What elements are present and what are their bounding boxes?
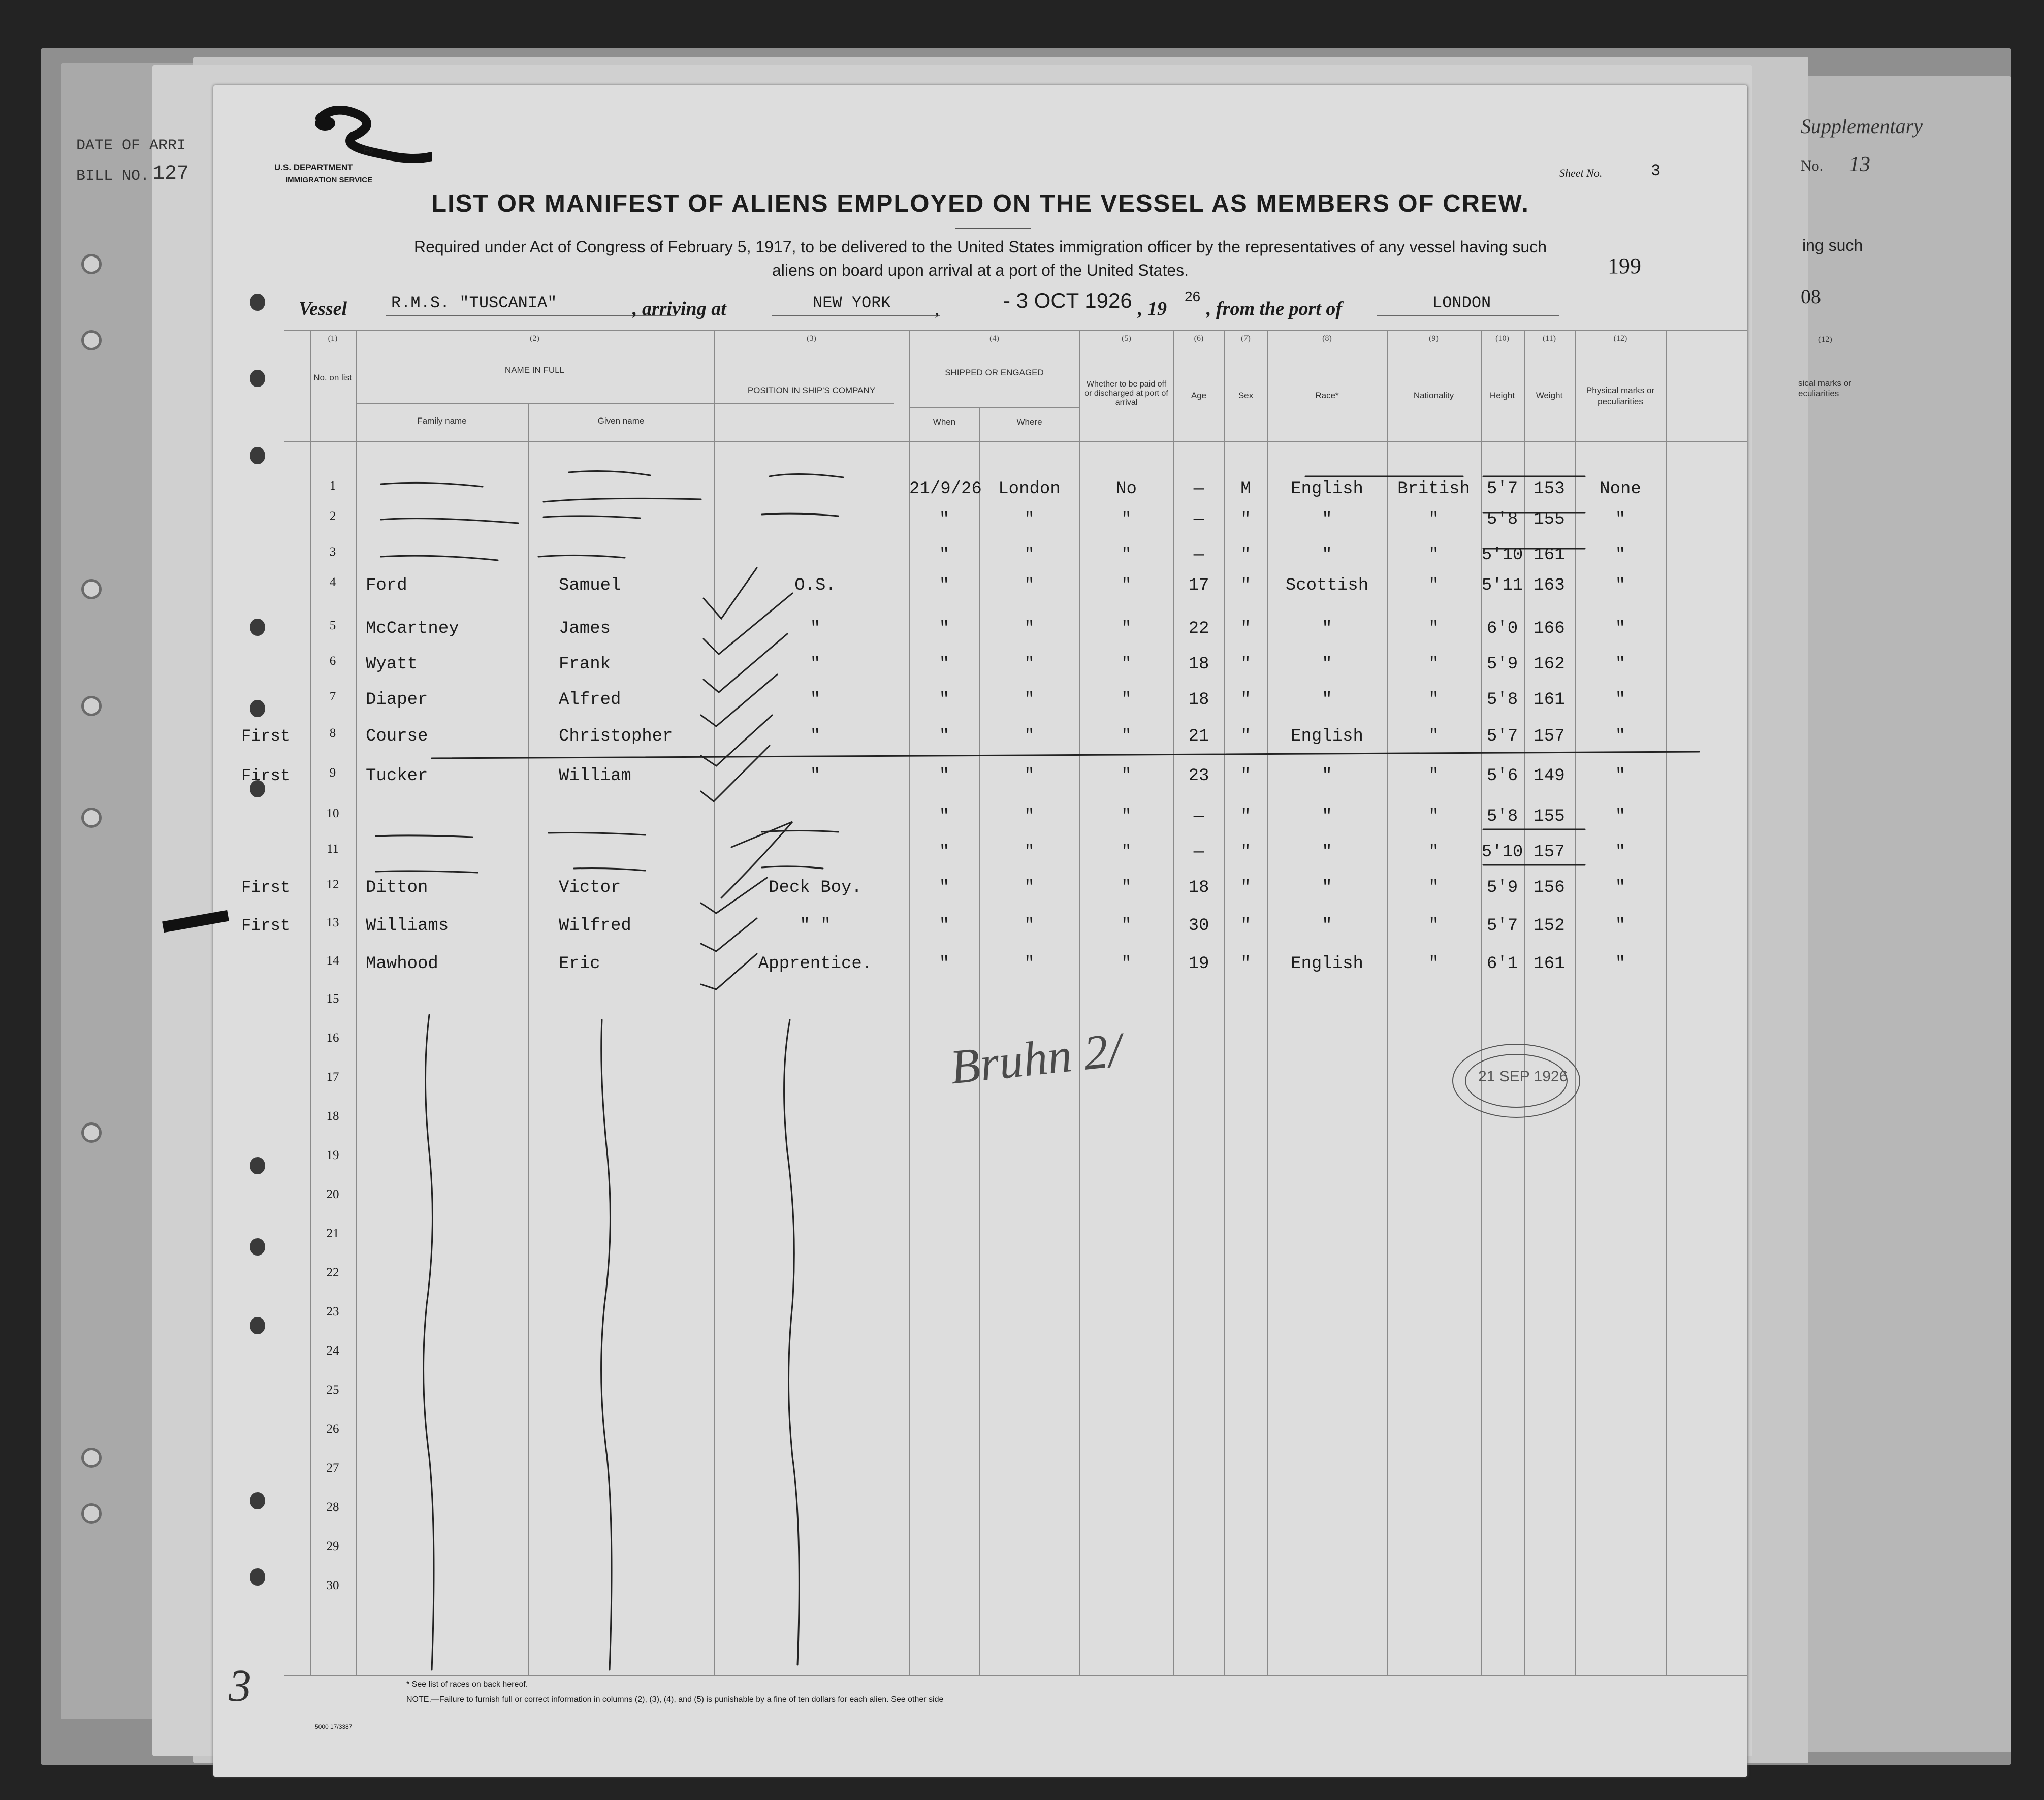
cell-where: " [1024, 843, 1035, 862]
col10-number: (10) [1495, 334, 1509, 343]
cell-where: " [1024, 655, 1035, 674]
cell-sex: " [1240, 954, 1251, 974]
cell-height: 5'10 [1481, 545, 1523, 565]
cell-height: 5'6 [1486, 766, 1518, 786]
cell-weight: 157 [1534, 727, 1565, 746]
cell-weight: 161 [1534, 954, 1565, 974]
col12-header: Physical marks or peculiarities [1586, 385, 1655, 406]
cell-given: James [559, 619, 611, 638]
col10-header: Height [1489, 391, 1515, 400]
col5-number: (5) [1122, 334, 1131, 343]
cell-given: Christopher [559, 727, 673, 746]
cell-nationality: " [1428, 545, 1439, 565]
from-label: , from the port of [1206, 298, 1343, 319]
cell-nationality: " [1428, 807, 1439, 826]
cell-race: English [1291, 954, 1363, 974]
cell-when: " [939, 619, 950, 638]
cell-marks: None [1600, 479, 1641, 499]
cell-where: " [1024, 545, 1035, 565]
row-number: 29 [326, 1539, 339, 1553]
col1-number: (1) [328, 334, 338, 343]
cell-sex: M [1240, 479, 1251, 499]
row-number: 21 [326, 1227, 339, 1240]
cell-height: 5'8 [1486, 690, 1518, 710]
col2a-header: Family name [417, 416, 467, 426]
arriving-label: , arriving at [632, 298, 726, 319]
agency-line1: U.S. DEPARTMENT [274, 163, 353, 172]
cell-height: 5'11 [1481, 576, 1523, 595]
cell-sex: " [1240, 766, 1251, 786]
cell-marks: " [1615, 916, 1626, 936]
cell-height: 5'9 [1486, 655, 1518, 674]
cell-when: " [939, 843, 950, 862]
cell-nationality: " [1428, 619, 1439, 638]
cell-nationality: " [1428, 690, 1439, 710]
cell-paid: " [1121, 510, 1132, 529]
cell-sex: " [1240, 916, 1251, 936]
punch-hole [81, 1122, 102, 1143]
cell-sex: " [1240, 545, 1251, 565]
cell-given: Victor [559, 878, 621, 897]
cell-sex: " [1240, 690, 1251, 710]
col4a-header: When [933, 417, 956, 427]
received-stamp: 21 SEP 1926 [1478, 1068, 1568, 1085]
row-number: 16 [326, 1031, 339, 1045]
cell-race: English [1291, 479, 1363, 499]
cell-when: " [939, 954, 950, 974]
back-bill-label: BILL NO. [76, 168, 150, 185]
col9-number: (9) [1429, 334, 1439, 343]
cell-marks: " [1615, 766, 1626, 786]
row-number: 27 [326, 1461, 339, 1475]
cell-no: 11 [326, 842, 339, 856]
cell-where: " [1024, 807, 1035, 826]
cell-where: " [1024, 619, 1035, 638]
cell-height: 6'1 [1486, 954, 1518, 974]
cell-race: " [1322, 878, 1332, 897]
cell-where: " [1024, 766, 1035, 786]
cell-race: " [1322, 916, 1332, 936]
cell-weight: 156 [1534, 878, 1565, 897]
back-no-value: 13 [1849, 153, 1870, 176]
cell-no: 1 [329, 479, 336, 493]
cell-nationality: British [1397, 479, 1470, 499]
cell-weight: 153 [1534, 479, 1565, 499]
punch-hole [81, 696, 102, 716]
cell-family: Williams [366, 916, 449, 936]
cell-weight: 149 [1534, 766, 1565, 786]
cell-paid: " [1121, 878, 1132, 897]
cell-marks: " [1615, 655, 1626, 674]
stamp-number: 199 [1608, 253, 1641, 278]
cell-given: Samuel [559, 576, 621, 595]
cell-when: " [939, 576, 950, 595]
col7-header: Sex [1238, 391, 1254, 400]
col7-number: (7) [1241, 334, 1251, 343]
row-number: 23 [326, 1305, 339, 1319]
col9-header: Nationality [1413, 391, 1454, 400]
cell-position: " [810, 766, 821, 786]
cell-paid: No [1116, 479, 1137, 499]
cell-where: London [998, 479, 1061, 499]
cell-no: 14 [326, 954, 339, 968]
row-number: 26 [326, 1422, 339, 1436]
cell-paid: " [1121, 655, 1132, 674]
cell-position: O.S. [794, 576, 836, 595]
cell-when: " [939, 655, 950, 674]
col6-number: (6) [1194, 334, 1204, 343]
row-number: 15 [326, 992, 339, 1006]
port-comma: , [935, 298, 940, 319]
col1-header: No. on list [313, 373, 352, 382]
cell-race: " [1322, 545, 1332, 565]
cell-sex: " [1240, 807, 1251, 826]
cell-age: 18 [1188, 878, 1209, 897]
cell-marks: " [1615, 619, 1626, 638]
cell-no: 7 [329, 690, 336, 703]
row-number: 22 [326, 1266, 339, 1279]
col4b-header: Where [1016, 417, 1042, 427]
cell-paid: " [1121, 843, 1132, 862]
col8-number: (8) [1322, 334, 1332, 343]
cell-nationality: " [1428, 954, 1439, 974]
cell-weight: 161 [1534, 690, 1565, 710]
vessel-name: R.M.S. "TUSCANIA" [391, 294, 557, 312]
cell-sex: " [1240, 576, 1251, 595]
arrival-date-stamp: - 3 OCT 1926 [1003, 288, 1132, 312]
cell-paid: " [1121, 766, 1132, 786]
cell-position: " [810, 690, 821, 710]
cell-paid: " [1121, 954, 1132, 974]
cell-age: — [1193, 545, 1204, 565]
cell-where: " [1024, 954, 1035, 974]
pen-marks [213, 85, 1747, 1777]
cell-weight: 157 [1534, 843, 1565, 862]
cell-weight: 152 [1534, 916, 1565, 936]
cell-weight: 155 [1534, 510, 1565, 529]
punch-hole [81, 254, 102, 274]
sheet-no-label: Sheet No. [1559, 167, 1603, 179]
row-number: 17 [326, 1070, 339, 1084]
col8-header: Race* [1315, 391, 1339, 400]
cell-given: Frank [559, 655, 611, 674]
row-number: 25 [326, 1383, 339, 1397]
fine-note: NOTE.—Failure to furnish full or correct information in columns (2), (3), (4), and (5) is punishable by a fine of ten dollars for each alien. See other side [406, 1695, 944, 1704]
cell-nationality: " [1428, 576, 1439, 595]
cell-race: Scottish [1285, 576, 1369, 595]
cell-age: — [1193, 807, 1204, 826]
cell-no: 8 [329, 726, 336, 740]
col3-number: (3) [807, 334, 816, 343]
back-no-label: No. [1801, 157, 1824, 174]
cell-height: 5'8 [1486, 807, 1518, 826]
cell-age: 17 [1188, 576, 1209, 595]
handwritten-signature: Bruhn 2/ [947, 1022, 1125, 1095]
cell-height: 5'7 [1486, 916, 1518, 936]
cell-where: " [1024, 727, 1035, 746]
footnote: * See list of races on back hereof. [406, 1680, 528, 1689]
cell-prefix: First [241, 878, 291, 897]
row-number: 30 [326, 1579, 339, 1592]
cell-when: " [939, 545, 950, 565]
cell-paid: " [1121, 619, 1132, 638]
arrival-port: NEW YORK [813, 294, 891, 312]
cell-marks: " [1615, 878, 1626, 897]
cell-paid: " [1121, 690, 1132, 710]
cell-prefix: First [241, 766, 291, 785]
cell-no: 10 [326, 807, 339, 820]
cell-no: 6 [329, 654, 336, 668]
col3-header: POSITION IN SHIP'S COMPANY [747, 385, 876, 395]
cell-height: 5'10 [1481, 843, 1523, 862]
row-number: 24 [326, 1344, 339, 1358]
subtitle-line1: Required under Act of Congress of February 5, 1917, to be delivered to the United States immigration officer by the representatives of any vessel having such [414, 238, 1547, 256]
cell-sex: " [1240, 878, 1251, 897]
col2b-header: Given name [597, 416, 645, 426]
cell-sex: " [1240, 510, 1251, 529]
cell-age: 22 [1188, 619, 1209, 638]
cell-paid: " [1121, 545, 1132, 565]
cell-age: — [1193, 510, 1204, 529]
cell-sex: " [1240, 619, 1251, 638]
cell-position: " " [800, 916, 831, 936]
cell-race: English [1291, 727, 1363, 746]
cell-nationality: " [1428, 843, 1439, 862]
cell-no: 5 [329, 619, 336, 632]
punch-hole [81, 579, 102, 599]
departure-port: LONDON [1432, 294, 1491, 312]
cell-weight: 166 [1534, 619, 1565, 638]
cell-age: 30 [1188, 916, 1209, 936]
cell-nationality: " [1428, 655, 1439, 674]
back-bill-no: 127 [152, 163, 189, 185]
cell-marks: " [1615, 510, 1626, 529]
cell-when: 21/9/26 [909, 479, 982, 499]
cell-nationality: " [1428, 916, 1439, 936]
cell-age: 19 [1188, 954, 1209, 974]
cell-when: " [939, 916, 950, 936]
agency-line2: IMMIGRATION SERVICE [285, 176, 373, 184]
cell-family: Course [366, 727, 428, 746]
manifest-title: LIST OR MANIFEST OF ALIENS EMPLOYED ON THE VESSEL AS MEMBERS OF CREW. [431, 190, 1529, 217]
vessel-label: Vessel [299, 298, 347, 319]
cell-sex: " [1240, 655, 1251, 674]
cell-marks: " [1615, 954, 1626, 974]
cell-given: Alfred [559, 690, 621, 710]
cell-where: " [1024, 916, 1035, 936]
col2-header: NAME IN FULL [504, 365, 565, 375]
cell-given: William [559, 766, 631, 786]
year-suffix: 26 [1185, 288, 1201, 304]
row-number: 20 [326, 1187, 339, 1201]
cell-no: 3 [329, 545, 336, 559]
cell-age: 18 [1188, 690, 1209, 710]
cell-race: " [1322, 807, 1332, 826]
cell-no: 12 [326, 878, 339, 891]
col2-number: (2) [530, 334, 539, 343]
col11-number: (11) [1542, 334, 1556, 343]
cell-age: — [1193, 479, 1204, 499]
cell-paid: " [1121, 727, 1132, 746]
cell-height: 5'8 [1486, 510, 1518, 529]
cell-position: " [810, 655, 821, 674]
cell-weight: 163 [1534, 576, 1565, 595]
cell-family: Ditton [366, 878, 428, 897]
cell-weight: 162 [1534, 655, 1565, 674]
back-having-such: ing such [1802, 236, 1863, 254]
cell-marks: " [1615, 807, 1626, 826]
cell-sex: " [1240, 843, 1251, 862]
cell-position: Deck Boy. [769, 878, 862, 897]
cell-position: Apprentice. [758, 954, 873, 974]
cell-paid: " [1121, 576, 1132, 595]
cell-no: 13 [326, 916, 339, 929]
year-label: , 19 [1138, 298, 1167, 319]
cell-where: " [1024, 878, 1035, 897]
cell-when: " [939, 727, 950, 746]
cell-race: " [1322, 510, 1332, 529]
form-prefix: Fo [363, 146, 373, 155]
cell-family: Diaper [366, 690, 428, 710]
back-col12-label: sical marks or eculiarities [1798, 378, 1851, 398]
form-code: 5000 17/3387 [315, 1723, 353, 1730]
cell-age: 21 [1188, 727, 1209, 746]
cell-paid: " [1121, 807, 1132, 826]
cell-height: 5'7 [1486, 479, 1518, 499]
back-date-label: DATE OF ARRI [76, 137, 186, 154]
cell-no: 9 [329, 766, 336, 780]
cell-family: Ford [366, 576, 407, 595]
cell-race: " [1322, 655, 1332, 674]
cell-prefix: First [241, 916, 291, 935]
cell-weight: 155 [1534, 807, 1565, 826]
row-number: 19 [326, 1148, 339, 1162]
cell-race: " [1322, 690, 1332, 710]
corner-mark: 3 [229, 1661, 251, 1711]
cell-race: " [1322, 766, 1332, 786]
cell-age: 23 [1188, 766, 1209, 786]
punch-hole [81, 330, 102, 350]
cell-race: " [1322, 843, 1332, 862]
cell-when: " [939, 766, 950, 786]
cell-sex: " [1240, 727, 1251, 746]
cell-position: " [810, 727, 821, 746]
back-supplementary: Supplementary [1801, 115, 1923, 138]
back-col12-num: (12) [1818, 335, 1832, 344]
cell-when: " [939, 807, 950, 826]
cell-when: " [939, 690, 950, 710]
cell-marks: " [1615, 576, 1626, 595]
cell-no: 4 [329, 575, 336, 589]
cell-prefix: First [241, 727, 291, 746]
col11-header: Weight [1536, 391, 1563, 400]
cell-paid: " [1121, 916, 1132, 936]
cell-weight: 161 [1534, 545, 1565, 565]
col5-header: Whether to be paid off or discharged at port of arrival [1084, 380, 1168, 407]
cell-where: " [1024, 510, 1035, 529]
punch-hole [81, 1448, 102, 1468]
back-number-fragment: 08 [1801, 285, 1821, 308]
cell-nationality: " [1428, 766, 1439, 786]
col12-number: (12) [1613, 334, 1627, 343]
cell-age: — [1193, 843, 1204, 862]
cell-height: 5'7 [1486, 727, 1518, 746]
cell-given: Wilfred [559, 916, 631, 936]
cell-height: 5'9 [1486, 878, 1518, 897]
punch-hole [81, 808, 102, 828]
punch-hole [81, 1503, 102, 1524]
cell-family: McCartney [366, 619, 459, 638]
cell-nationality: " [1428, 878, 1439, 897]
cell-no: 2 [329, 509, 336, 523]
sheet-no-value: 3 [1651, 162, 1661, 180]
cell-given: Eric [559, 954, 600, 974]
cell-nationality: " [1428, 727, 1439, 746]
cell-position: " [810, 619, 821, 638]
cell-family: Wyatt [366, 655, 418, 674]
cell-marks: " [1615, 545, 1626, 565]
cell-family: Mawhood [366, 954, 438, 974]
col4-header: SHIPPED OR ENGAGED [945, 368, 1044, 377]
manifest-sheet [213, 85, 1747, 1777]
cell-nationality: " [1428, 510, 1439, 529]
cell-age: 18 [1188, 655, 1209, 674]
cell-family: Tucker [366, 766, 428, 786]
col6-header: Age [1191, 391, 1207, 400]
col4-number: (4) [989, 334, 999, 343]
cell-when: " [939, 878, 950, 897]
subtitle-line2: aliens on board upon arrival at a port of the United States. [772, 261, 1189, 279]
cell-race: " [1322, 619, 1332, 638]
cell-height: 6'0 [1486, 619, 1518, 638]
cell-marks: " [1615, 727, 1626, 746]
cell-marks: " [1615, 690, 1626, 710]
row-number: 18 [326, 1109, 339, 1123]
cell-where: " [1024, 576, 1035, 595]
cell-when: " [939, 510, 950, 529]
cell-where: " [1024, 690, 1035, 710]
cell-marks: " [1615, 843, 1626, 862]
row-number: 28 [326, 1500, 339, 1514]
